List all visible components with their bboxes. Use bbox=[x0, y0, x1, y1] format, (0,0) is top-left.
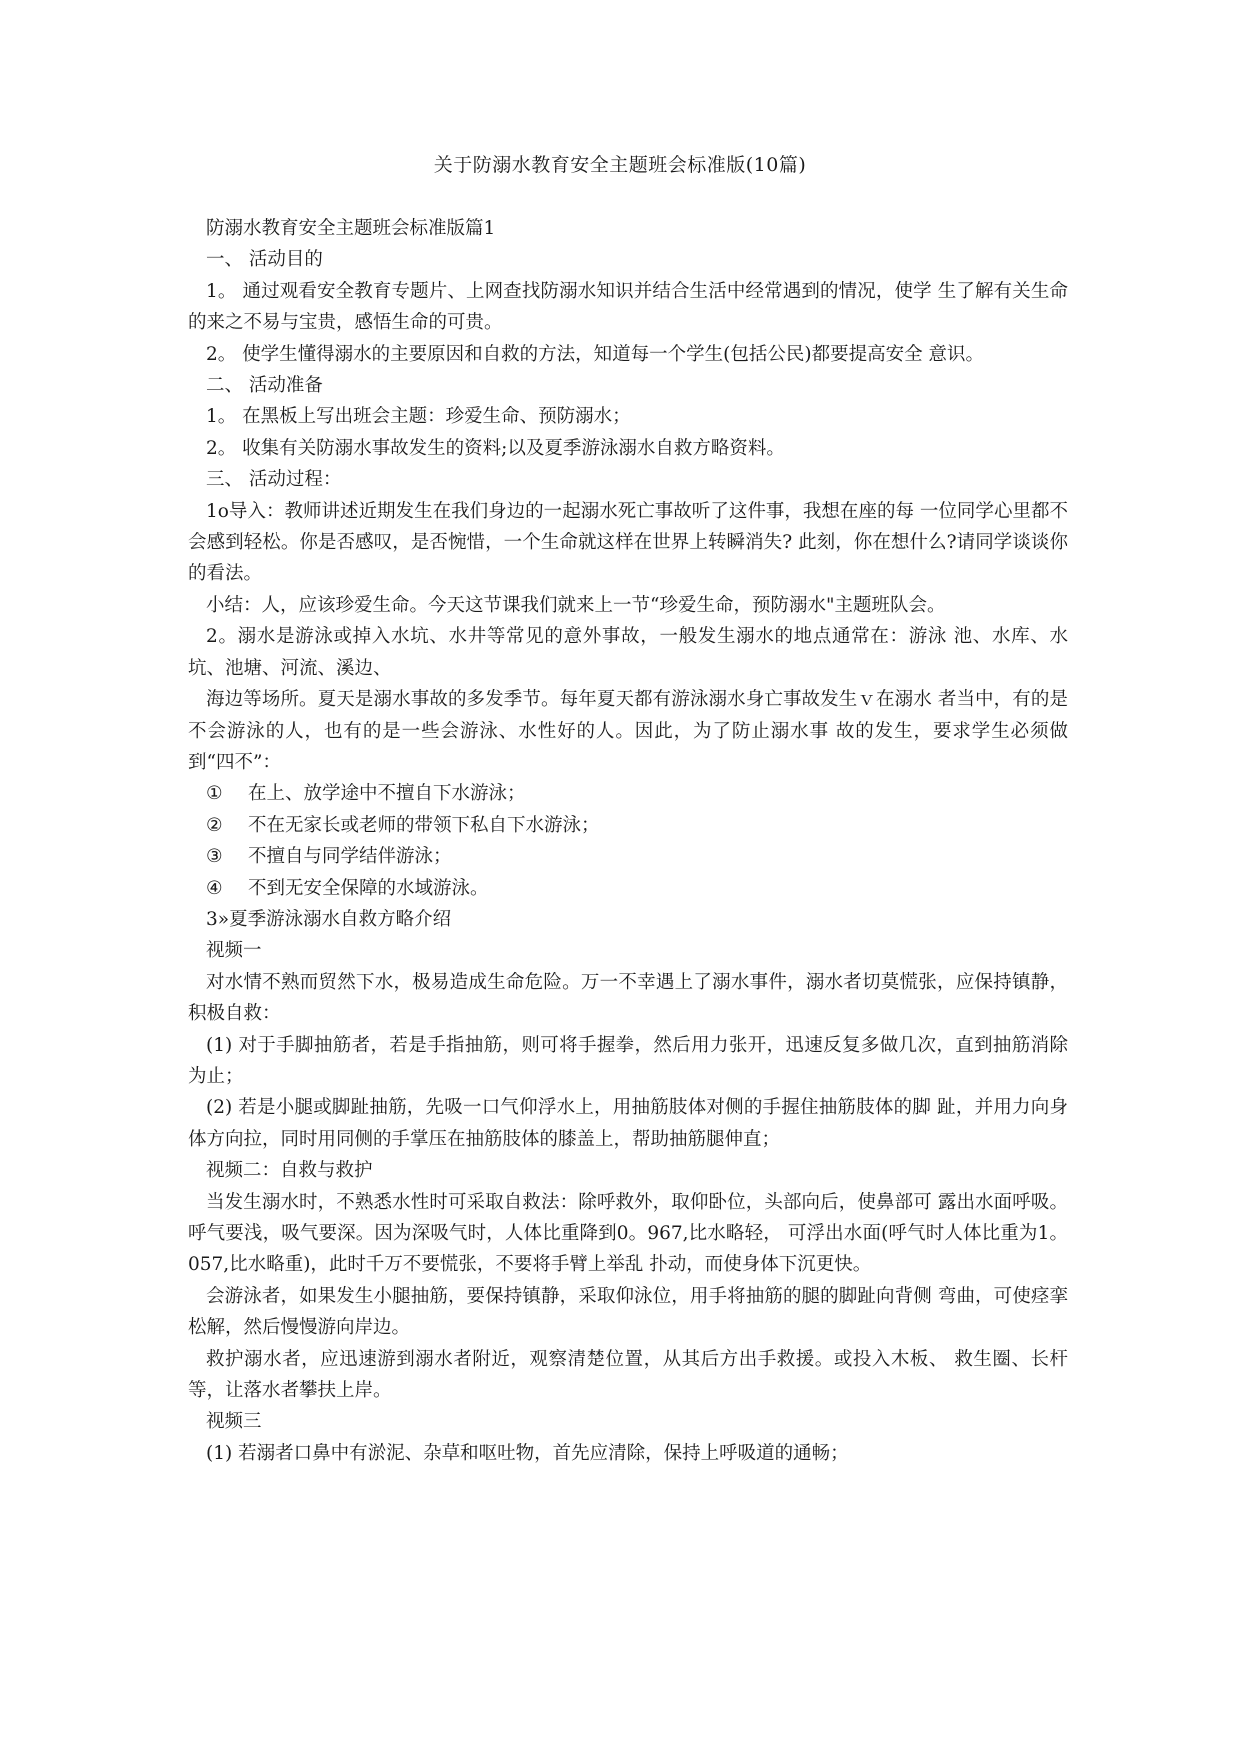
paragraph: 对水情不熟而贸然下水，极易造成生命危险。万一不幸遇上了溺水事件，溺水者切莫慌张，应保持镇静，积极自救： bbox=[188, 971, 1068, 1025]
paragraph: 2。溺水是游泳或掉入水坑、水井等常见的意外事故，一般发生溺水的地点通常在：游泳 池、水库、水坑、池塘、河流、溪边、 bbox=[188, 626, 1068, 679]
paragraph: 1。 在黑板上写出班会主题：珍爱生命、预防溺水； bbox=[206, 406, 631, 428]
video-heading: 视频二：自救与救护 bbox=[206, 1160, 373, 1182]
paragraph: (2) 若是小腿或脚趾抽筋，先吸一口气仰浮水上，用抽筋肢体对侧的手握住抽筋肢体的脚 趾，并用力向身体方向拉，同时用同侧的手掌压在抽筋肢体的膝盖上，帮助抽筋腿伸直； bbox=[188, 1097, 1068, 1150]
paragraph: 小结：人，应该珍爱生命。今天这节课我们就来上一节“珍爱生命，预防溺水"主题班队会。 bbox=[206, 594, 946, 616]
list-item: ④ 不到无安全保障的水域游泳。 bbox=[206, 877, 489, 899]
paragraph: 会游泳者，如果发生小腿抽筋，要保持镇静，采取仰泳位，用手将抽筋的腿的脚趾向背侧 弯曲，可使痉挛松解，然后慢慢游向岸边。 bbox=[188, 1285, 1068, 1339]
list-item: ③ 不擅自与同学结伴游泳； bbox=[206, 846, 452, 868]
four-no-list bbox=[188, 778, 1068, 904]
paragraph: 2。 使学生懂得溺水的主要原因和自救的方法，知道每一个学生(包括公民)都要提高安全 意识。 bbox=[206, 343, 984, 365]
list-item: ① 在上、放学途中不擅自下水游泳； bbox=[206, 783, 526, 805]
paragraph: (1) 若溺者口鼻中有淤泥、杂草和呕吐物，首先应清除，保持上呼吸道的通畅； bbox=[206, 1442, 849, 1464]
section-title: 防溺水教育安全主题班会标准版篇1 bbox=[206, 218, 496, 239]
video-heading: 视频一 bbox=[206, 940, 262, 962]
document-body bbox=[188, 213, 1068, 1469]
paragraph: 2。 收集有关防溺水事故发生的资料;以及夏季游泳溺水自救方略资料。 bbox=[206, 437, 785, 459]
paragraph: 救护溺水者，应迅速游到溺水者附近，观察清楚位置，从其后方出手救援。或投入木板、 救生圈、长杆等，让落水者攀扶上岸。 bbox=[188, 1348, 1068, 1402]
heading-activity-preparation: 二、 活动准备 bbox=[206, 375, 323, 397]
paragraph: 当发生溺水时，不熟悉水性时可采取自救法：除呼救外，取仰卧位，头部向后，使鼻部可 露出水面呼吸。呼气要浅，吸气要深。因为深吸气时，人体比重降到0。967,比水略轻， 可浮出水面(呼气时人体比重为1。057,比水略重)，此时千万不要慌张，不要将手臂上举乱 扑动，而使身体下沉更快。 bbox=[188, 1191, 1068, 1276]
paragraph: (1) 对于手脚抽筋者，若是手指抽筋，则可将手握拳，然后用力张开，迅速反复多做几次，直到抽筋消除为止； bbox=[188, 1034, 1068, 1087]
paragraph: 海边等场所。夏天是溺水事故的多发季节。每年夏天都有游泳溺水身亡事故发生ｖ在溺水 者当中，有的是不会游泳的人，也有的是一些会游泳、水性好的人。因此，为了防止溺水事 故的发生，要求学生必须做到“四不”： bbox=[188, 689, 1068, 773]
document-title: 关于防溺水教育安全主题班会标准版(10篇) bbox=[433, 154, 807, 176]
list-item: ② 不在无家长或老师的带领下私自下水游泳； bbox=[206, 814, 600, 836]
paragraph: 1o导入：教师讲述近期发生在我们身边的一起溺水死亡事故听了这件事，我想在座的每 一位同学心里都不会感到轻松。你是否感叹，是否惋惜，一个生命就这样在世界上转瞬消失? 此刻，你在想什么?请同学谈谈你的看法。 bbox=[188, 500, 1068, 585]
paragraph: 1。 通过观看安全教育专题片、上网查找防溺水知识并结合生活中经常遇到的情况，使学 生了解有关生命的来之不易与宝贵，感悟生命的可贵。 bbox=[188, 280, 1068, 334]
video-heading: 视频三 bbox=[206, 1411, 262, 1433]
paragraph: 3»夏季游泳溺水自救方略介绍 bbox=[206, 908, 452, 930]
heading-activity-process: 三、 活动过程： bbox=[206, 469, 342, 491]
heading-activity-purpose: 一、 活动目的 bbox=[206, 249, 323, 271]
